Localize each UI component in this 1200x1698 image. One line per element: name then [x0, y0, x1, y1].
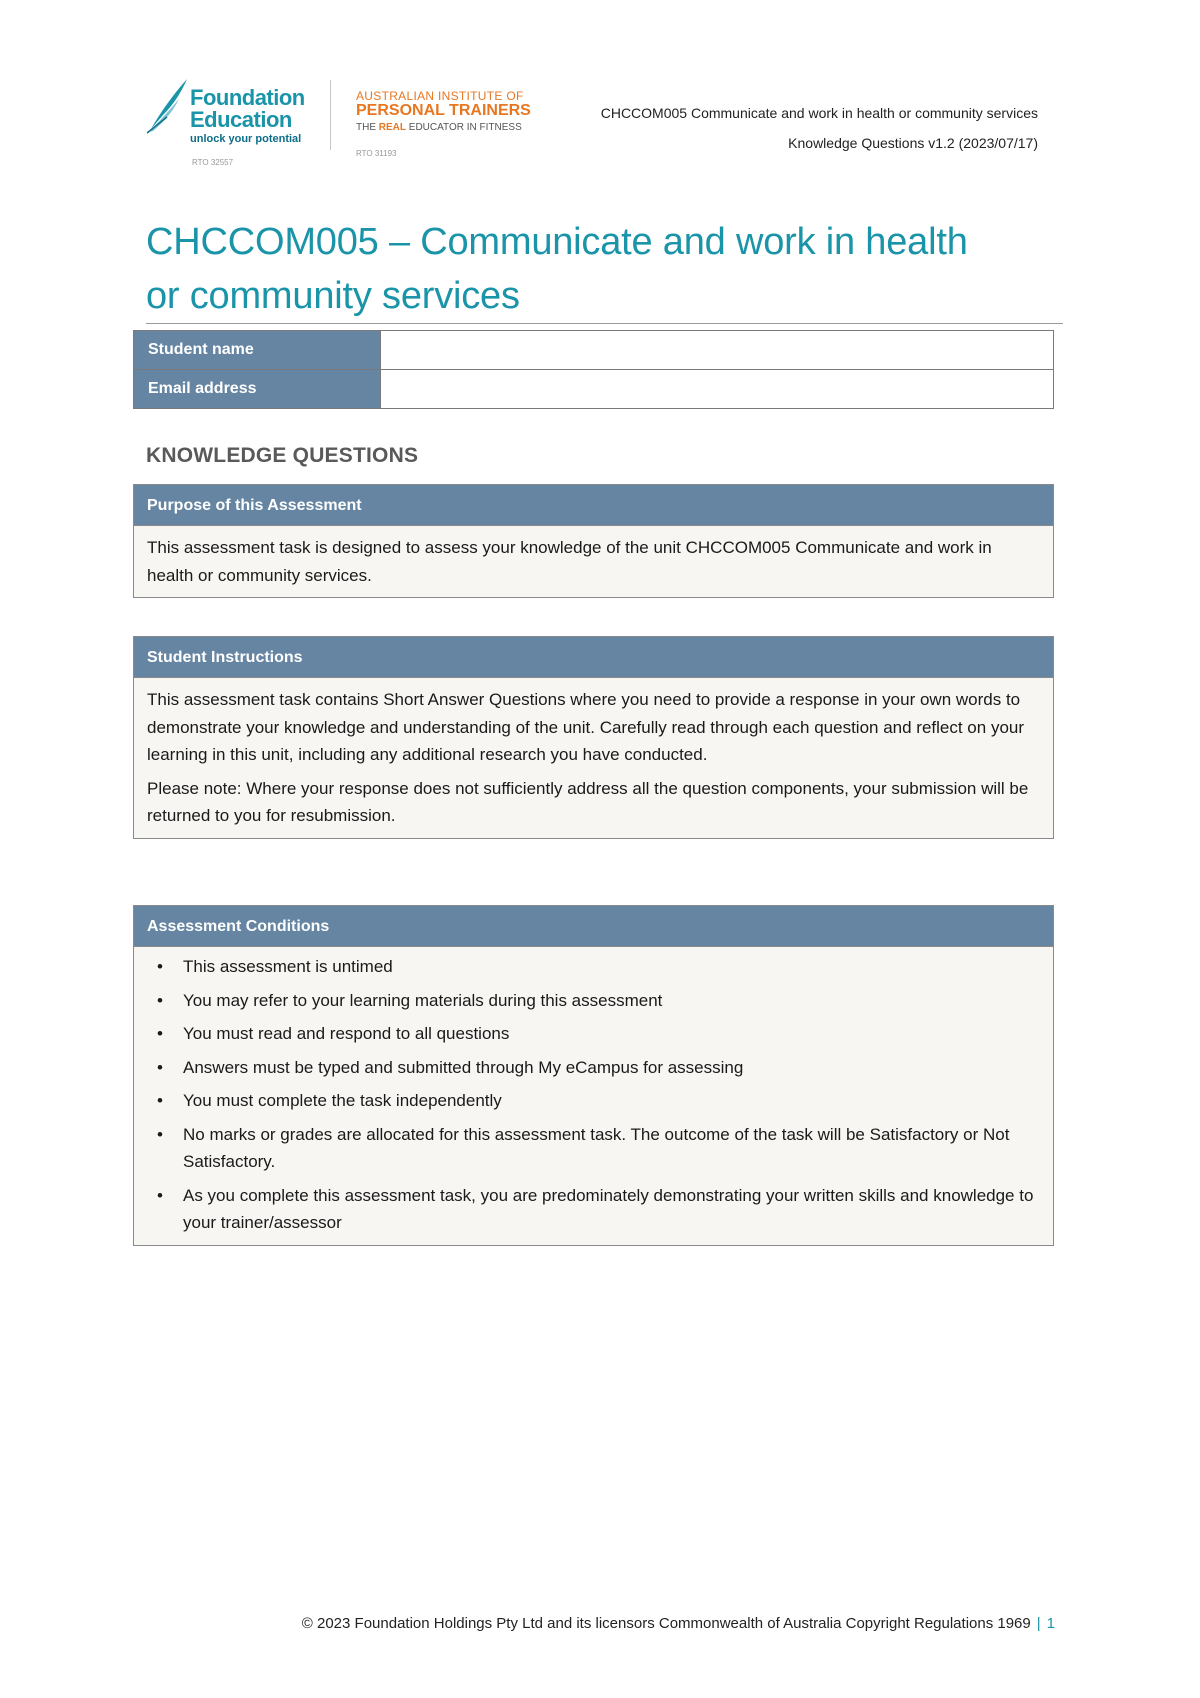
copyright-text: © 2023 Foundation Holdings Pty Ltd and its licensors Commonwealth of Australia Copyright Regulations 1969 [301, 1615, 1031, 1632]
page-footer [302, 1615, 1055, 1632]
logo-tagline: unlock your potential [190, 133, 302, 145]
page-title-line-1: CHCCOM005 – Communicate and work in health [146, 221, 968, 263]
list-item: • No marks or grades are allocated for this assessment task. The outcome of the task will be Satisfactory or Not Satisfactory. [147, 1121, 1040, 1176]
email-address-label: Email address [134, 370, 381, 409]
conditions-box [133, 905, 1054, 1246]
instructions-box [133, 636, 1054, 839]
logo-word-foundation: Foundation [190, 85, 305, 110]
table-row [134, 331, 1054, 370]
foundation-education-logo [145, 75, 330, 165]
header-version: Knowledge Questions v1.2 (2023/07/17) [788, 135, 1038, 151]
list-item: • As you complete this assessment task, you are predominately demonstrating your written skills and knowledge to your trainer/assessor [147, 1182, 1040, 1237]
aipt-rto-code: RTO 31193 [356, 148, 397, 158]
list-item: • This assessment is untimed [147, 953, 1040, 981]
list-item: • You must complete the task independently [147, 1087, 1040, 1115]
page-title [146, 215, 1046, 323]
list-item: • You must read and respond to all questions [147, 1020, 1040, 1048]
conditions-list [134, 947, 1053, 1245]
student-details-table [133, 330, 1054, 409]
section-heading: KNOWLEDGE QUESTIONS [146, 444, 419, 467]
purpose-heading: Purpose of this Assessment [134, 485, 1053, 526]
email-address-field[interactable] [381, 370, 1054, 409]
purpose-box [133, 484, 1054, 598]
instructions-note: Please note: Where your response does not sufficiently address all the question components, your submission will be returned to you for resubmission. [147, 778, 1029, 825]
page-number: 1 [1046, 1615, 1055, 1632]
page-title-line-2: or community services [146, 275, 520, 317]
logo-rto-code: RTO 32557 [192, 158, 234, 167]
instructions-heading: Student Instructions [134, 637, 1053, 678]
aipt-line-1: AUSTRALIAN INSTITUTE OF [356, 89, 524, 103]
list-item: • Answers must be typed and submitted through My eCampus for assessing [147, 1054, 1040, 1082]
student-name-label: Student name [134, 331, 381, 370]
table-row [134, 370, 1054, 409]
header-info [601, 98, 1038, 158]
title-underline [146, 323, 1063, 324]
instructions-paragraph: This assessment task contains Short Answer Questions where you need to provide a response in your own words to demonstrate your knowledge and understanding of the unit. Carefully read through each question and reflect on your learning in this unit, including any additional research you have conducted. [147, 690, 1025, 764]
aipt-line-2: PERSONAL TRAINERS [356, 101, 531, 119]
student-name-field[interactable] [381, 331, 1054, 370]
logo-word-education: Education [190, 107, 292, 132]
purpose-text: This assessment task is designed to assess your knowledge of the unit CHCCOM005 Communicate and work in health or community services. [147, 538, 992, 585]
aipt-logo [356, 90, 531, 158]
list-item: • You may refer to your learning materials during this assessment [147, 987, 1040, 1015]
aipt-line-3: THE REAL EDUCATOR IN FITNESS [356, 122, 522, 134]
footer-separator: | [1036, 1615, 1041, 1632]
feather-pen-icon [145, 75, 195, 135]
header-unit-title: CHCCOM005 Communicate and work in health or community services [600, 105, 1038, 121]
conditions-heading: Assessment Conditions [134, 906, 1053, 947]
logo-divider [330, 80, 331, 150]
